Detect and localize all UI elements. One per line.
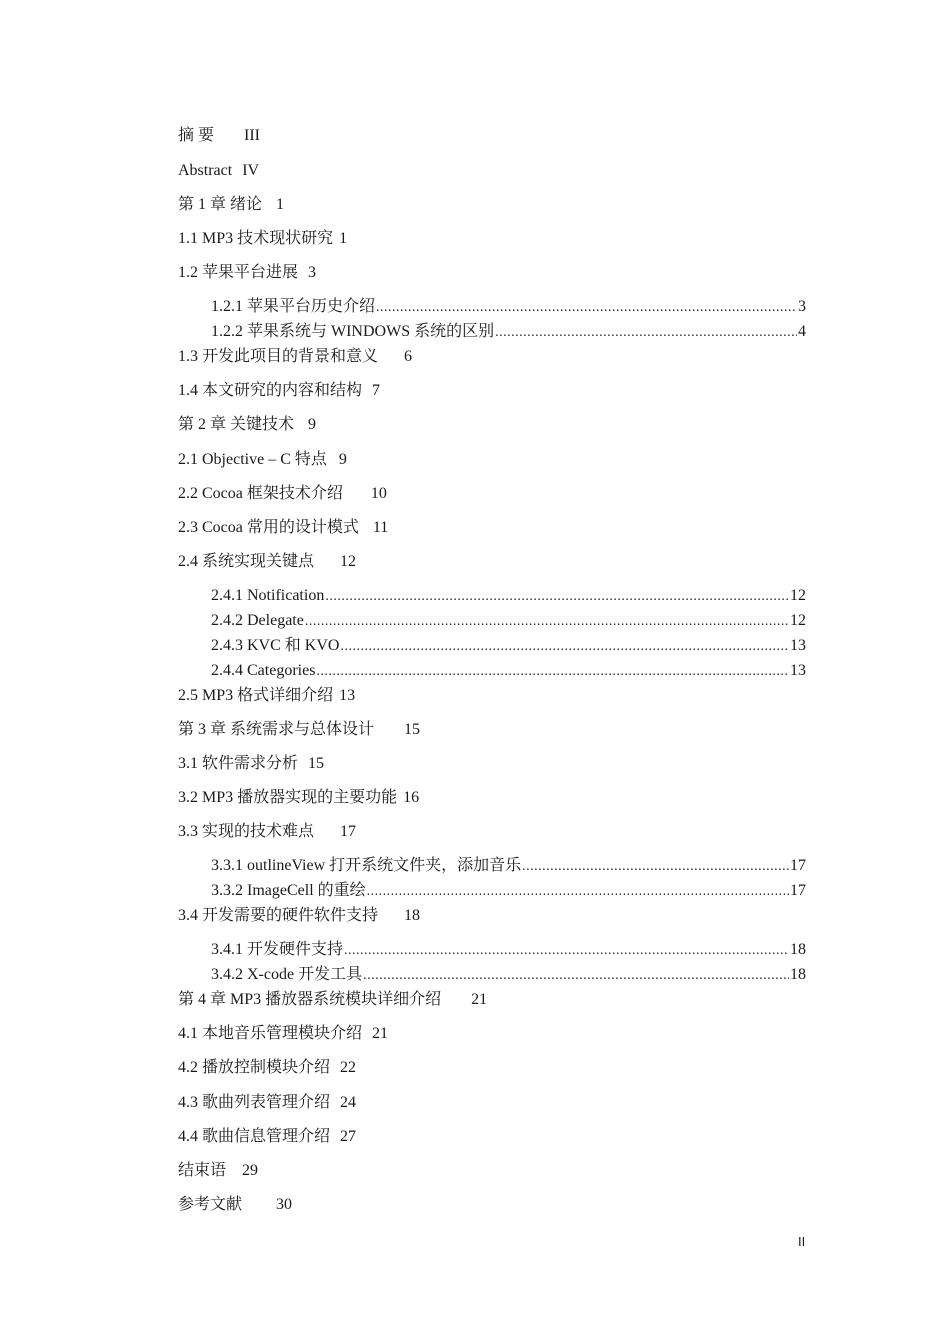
toc-entry-2-3 [178, 518, 388, 538]
toc-entry-page: IV [242, 162, 260, 179]
toc-entry-title: 第 4 章 MP3 播放器系统模块详细介绍 [178, 991, 442, 1008]
toc-entry-title: 3.4 开发需要的硬件软件支持 [178, 907, 379, 924]
page-number: II [798, 1234, 806, 1249]
dot-leader [344, 940, 789, 960]
toc-entry-title: 2.4.3 KVC 和 KVO [211, 637, 340, 654]
toc-entry-2-1 [178, 450, 347, 470]
dot-leader [363, 965, 789, 985]
toc-entry-page: 1 [339, 230, 348, 247]
toc-entry-abstract-cn [178, 126, 260, 146]
toc-entry-title: 第 1 章 绪论 [178, 196, 263, 213]
toc-entry-page: 15 [308, 755, 325, 772]
toc-entry-page: 22 [340, 1059, 357, 1076]
toc-entry-page: 12 [790, 612, 806, 629]
dot-leader [305, 611, 789, 631]
toc-entry-title: 2.1 Objective – C 特点 [178, 451, 327, 468]
toc-entry-2-4-3 [211, 636, 806, 656]
toc-entry-page: 17 [790, 882, 806, 899]
toc-entry-3-2 [178, 788, 419, 808]
toc-entry-title: 3.1 软件需求分析 [178, 755, 299, 772]
toc-entry-page: 12 [340, 553, 357, 570]
toc-entry-page: 1 [276, 196, 285, 213]
toc-entry-title: 摘 要 [178, 127, 215, 144]
toc-entry-page: 12 [790, 587, 806, 604]
toc-entry-title: 2.2 Cocoa 框架技术介绍 [178, 485, 343, 502]
toc-entry-2-4-1 [211, 586, 806, 606]
toc-entry-page: 3 [798, 298, 806, 315]
toc-entry-1-2-1 [211, 297, 806, 317]
toc-entry-3-4 [178, 906, 420, 926]
toc-entry-page: 3 [308, 264, 317, 281]
toc-entry-3-4-1 [211, 940, 806, 960]
toc-entry-chapter-1 [178, 195, 284, 215]
toc-entry-title: 1.4 本文研究的内容和结构 [178, 382, 363, 399]
toc-entry-abstract-en [178, 161, 259, 181]
toc-entry-page: 6 [404, 348, 413, 365]
toc-entry-page: 24 [340, 1094, 357, 1111]
toc-entry-title: 第 2 章 关键技术 [178, 416, 295, 433]
dot-leader [316, 661, 789, 681]
toc-entry-title: 结束语 [178, 1162, 227, 1179]
toc-entry-title: 1.1 MP3 技术现状研究 [178, 230, 334, 247]
dot-leader [325, 586, 789, 606]
toc-entry-page: 18 [790, 941, 806, 958]
toc-entry-title: 2.5 MP3 格式详细介绍 [178, 687, 334, 704]
toc-entry-title: 4.2 播放控制模块介绍 [178, 1059, 331, 1076]
toc-entry-conclusion [178, 1161, 258, 1181]
toc-entry-page: 30 [276, 1196, 293, 1213]
toc-entry-page: 15 [404, 721, 421, 738]
toc-entry-title: 3.4.1 开发硬件支持 [211, 941, 344, 958]
toc-entry-title: 3.2 MP3 播放器实现的主要功能 [178, 789, 398, 806]
toc-entry-4-1 [178, 1024, 388, 1044]
toc-entry-title: 2.4 系统实现关键点 [178, 553, 315, 570]
toc-entry-title: 3.4.2 X-code 开发工具 [211, 966, 363, 983]
toc-entry-chapter-2 [178, 415, 316, 435]
toc-entry-page: 11 [372, 519, 389, 536]
toc-entry-1-2 [178, 263, 316, 283]
toc-entry-page: 16 [403, 789, 420, 806]
toc-entry-2-5 [178, 686, 355, 706]
toc-entry-4-4 [178, 1127, 356, 1147]
dot-leader [376, 297, 797, 317]
toc-entry-2-4 [178, 552, 356, 572]
toc-entry-page: 9 [338, 451, 347, 468]
toc-entry-title: 第 3 章 系统需求与总体设计 [178, 721, 375, 738]
toc-entry-title: 2.4.4 Categories [211, 662, 316, 679]
toc-entry-page: 7 [372, 382, 381, 399]
toc-entry-page: 17 [790, 857, 806, 874]
toc-entry-1-2-2 [211, 322, 806, 342]
toc-entry-3-3-2 [211, 881, 806, 901]
toc-entry-page: 13 [339, 687, 356, 704]
toc-entry-2-2 [178, 484, 387, 504]
dot-leader [340, 636, 789, 656]
toc-entry-page: 13 [790, 637, 806, 654]
toc-entry-1-3 [178, 347, 412, 367]
toc-entry-page: III [244, 127, 260, 144]
toc-entry-page: 4 [798, 323, 806, 340]
toc-entry-3-3-1 [211, 856, 806, 876]
dot-leader [522, 856, 789, 876]
toc-entry-page: 21 [471, 991, 488, 1008]
toc-entry-page: 27 [340, 1128, 357, 1145]
dot-leader [367, 881, 789, 901]
toc-entry-title: 3.3.1 outlineView 打开系统文件夹，添加音乐 [211, 857, 522, 874]
toc-entry-title: 1.3 开发此项目的背景和意义 [178, 348, 379, 365]
toc-entry-title: 4.1 本地音乐管理模块介绍 [178, 1025, 363, 1042]
toc-entry-title: 2.4.2 Delegate [211, 612, 304, 629]
toc-entry-1-4 [178, 381, 380, 401]
toc-entry-3-4-2 [211, 965, 806, 985]
toc-entry-title: 4.4 歌曲信息管理介绍 [178, 1128, 331, 1145]
toc-entry-title: 1.2.1 苹果平台历史介绍 [211, 298, 376, 315]
toc-entry-page: 29 [242, 1162, 259, 1179]
toc-entry-2-4-4 [211, 661, 806, 681]
toc-entry-page: 9 [308, 416, 317, 433]
dot-leader [495, 322, 797, 342]
toc-entry-page: 21 [372, 1025, 389, 1042]
toc-entry-title: 2.3 Cocoa 常用的设计模式 [178, 519, 359, 536]
toc-entry-page: 18 [790, 966, 806, 983]
toc-entry-title: 参考文献 [178, 1196, 243, 1213]
toc-entry-title: Abstract [178, 162, 233, 179]
toc-entry-2-4-2 [211, 611, 806, 631]
toc-entry-title: 2.4.1 Notification [211, 587, 325, 604]
toc-entry-chapter-3 [178, 720, 420, 740]
toc-entry-page: 17 [340, 823, 357, 840]
toc-entry-title: 3.3 实现的技术难点 [178, 823, 315, 840]
toc-entry-1-1 [178, 229, 347, 249]
toc-entry-page: 13 [790, 662, 806, 679]
toc-entry-3-3 [178, 822, 356, 842]
toc-entry-title: 4.3 歌曲列表管理介绍 [178, 1094, 331, 1111]
toc-entry-4-3 [178, 1093, 356, 1113]
toc-entry-references [178, 1195, 292, 1215]
toc-entry-title: 3.3.2 ImageCell 的重绘 [211, 882, 366, 899]
toc-entry-chapter-4 [178, 990, 487, 1010]
toc-entry-page: 18 [404, 907, 421, 924]
toc-entry-title: 1.2.2 苹果系统与 WINDOWS 系统的区别 [211, 323, 495, 340]
toc-entry-3-1 [178, 754, 324, 774]
toc-entry-title: 1.2 苹果平台进展 [178, 264, 299, 281]
toc-entry-page: 10 [370, 485, 387, 502]
toc-entry-4-2 [178, 1058, 356, 1078]
